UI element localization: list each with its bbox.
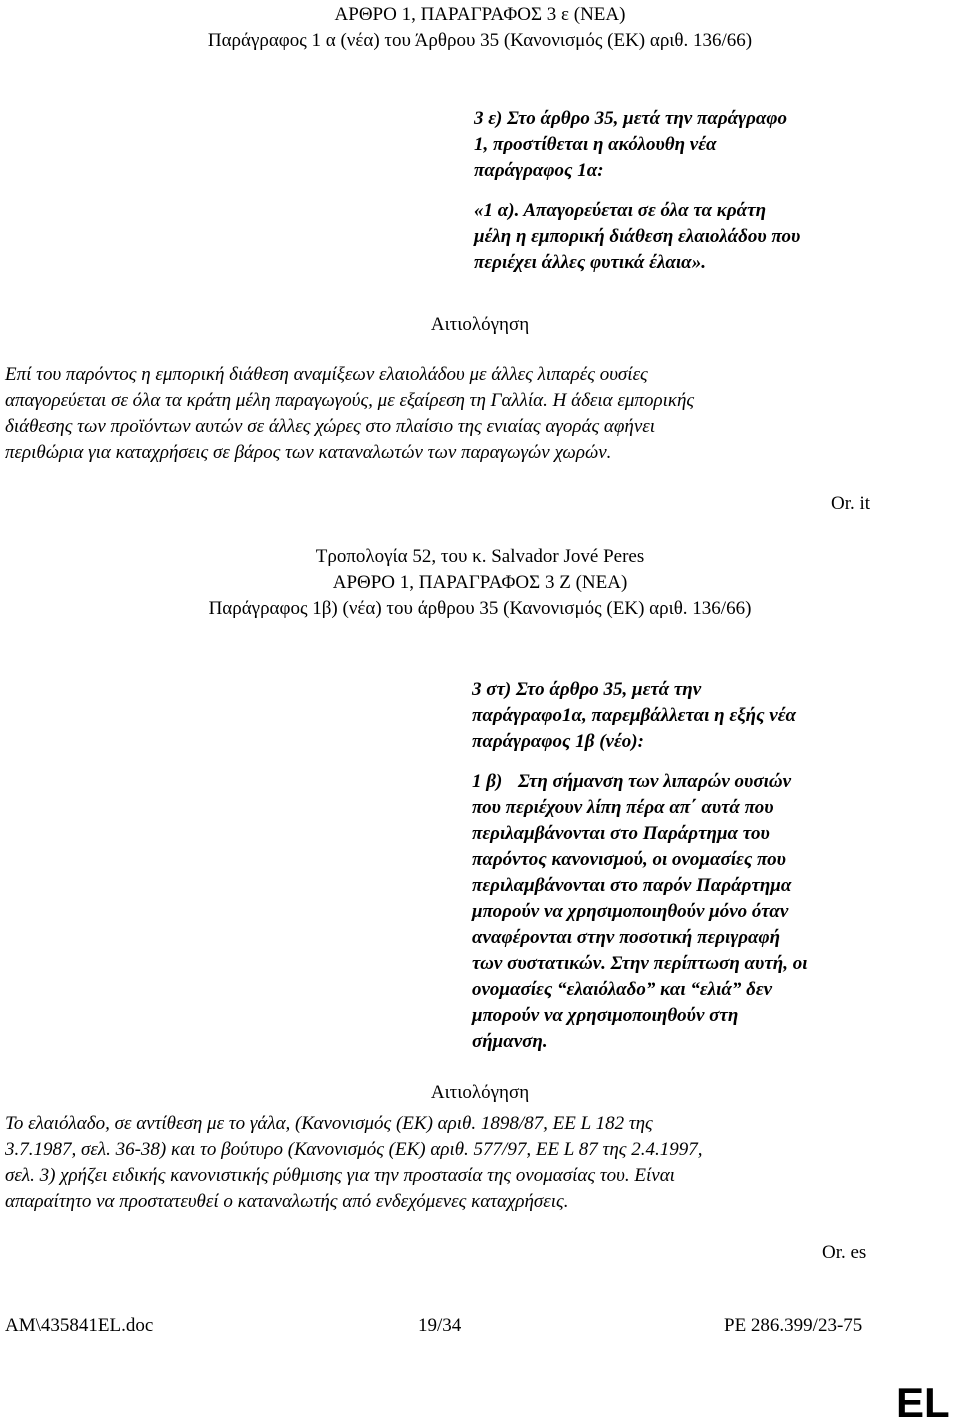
amendment-intro-line: παράγραφο1α, παρεμβάλλεται η εξής νέα	[472, 705, 797, 726]
footer-document-reference: AM\435841EL.doc	[5, 1315, 154, 1336]
justification-line: Επί του παρόντος η εμπορική διάθεση αναμίξεων ελαιολάδου με άλλες λιπαρές ουσίες	[5, 364, 648, 385]
amendment-paragraph-line: περιλαμβάνονται στο παρόν Παράρτημα	[472, 875, 792, 896]
amendment-header-1	[0, 2, 960, 54]
justification-line: περιθώρια για καταχρήσεις σε βάρος των καταναλωτών των παραγωγών χωρών.	[5, 442, 612, 463]
paragraph-number: 1 β)	[472, 771, 503, 792]
amendment-paragraph-line: περιλαμβάνονται στο Παράρτημα του	[472, 823, 770, 844]
justification-line: 3.7.1987, σελ. 36-38) και το βούτυρο (Κανονισμός (ΕΚ) αριθ. 577/97, ΕΕ L 87 της 2.4.1997,	[5, 1139, 703, 1160]
language-code: EL	[896, 1379, 950, 1426]
amendment-paragraph-line: μπορούν να χρησιμοποιηθούν μόνο όταν	[472, 901, 789, 922]
amendment-intro-line: 1, προστίθεται η ακόλουθη νέα	[474, 134, 717, 155]
amendment-intro-line: παράγραφος 1α:	[474, 160, 604, 181]
justification-text-2	[5, 1111, 905, 1215]
original-language-1: Or. it	[831, 493, 871, 514]
amendment-paragraph-line: που περιέχουν λίπη πέρα απ΄ αυτά που	[472, 797, 774, 818]
amendment-paragraph-line: μπορούν να χρησιμοποιηθούν στη	[472, 1005, 739, 1026]
amendment-intro-line: 3 στ) Στο άρθρο 35, μετά την	[472, 679, 702, 700]
amendment-quote-line: «1 α). Απαγορεύεται σε όλα τα κράτη	[474, 200, 767, 221]
amendment-text-2	[472, 677, 902, 755]
amendment-paragraph-first-line	[472, 769, 902, 795]
amendment-quote-line: μέλη η εμπορική διάθεση ελαιολάδου που	[474, 226, 801, 247]
justification-line: απαραίτητο να προστατευθεί ο καταναλωτής από ενδεχόμενες καταχρήσεις.	[5, 1191, 569, 1212]
amendment-paragraph-line: ονομασίες “ελαιόλαδο” και “ελιά” δεν	[472, 979, 773, 1000]
amendment-quote-1	[474, 198, 894, 276]
justification-title-2: Αιτιολόγηση	[430, 1082, 530, 1103]
amendment-paragraph-line: αναφέρονται στην ποσοτική περιγραφή	[472, 927, 781, 948]
article-heading: ΑΡΘΡΟ 1, ΠΑΡΑΓΡΑΦΟΣ 3 ε (ΝΕΑ)	[334, 4, 626, 25]
justification-line: απαγορεύεται σε όλα τα κράτη μέλη παραγωγούς, με εξαίρεση τη Γαλλία. Η άδεια εμπορικής	[5, 390, 695, 411]
amendment-quote-line: περιέχει άλλες φυτικά έλαια».	[474, 252, 706, 273]
amendment-text-1	[474, 106, 894, 184]
amendment-header-2	[0, 544, 960, 622]
amendment-paragraph-line: παρόντος κανονισμού, οι ονομασίες που	[472, 849, 786, 870]
amendment-paragraph-2	[472, 769, 902, 1055]
amendment-paragraph-line: των συστατικών. Στην περίπτωση αυτή, οι	[472, 953, 808, 974]
paragraph-heading: Παράγραφος 1β) (νέα) του άρθρου 35 (Κανονισμός (ΕΚ) αριθ. 136/66)	[208, 598, 752, 619]
amendment-intro-line: παράγραφος 1β (νέο):	[472, 731, 644, 752]
amendment-number-heading: Τροπολογία 52, του κ. Salvador Jové Peres	[315, 546, 645, 567]
footer-pe-reference: PE 286.399/23-75	[724, 1315, 863, 1336]
justification-line: Το ελαιόλαδο, σε αντίθεση με το γάλα, (Κανονισμός (ΕΚ) αριθ. 1898/87, ΕΕ L 182 της	[5, 1113, 653, 1134]
justification-line: σελ. 3) χρήζει ειδικής κανονιστικής ρύθμισης για την προστασία της ονομασίας του. Είναι	[5, 1165, 675, 1186]
original-language-2: Or. es	[822, 1242, 867, 1263]
justification-line: διάθεσης των προϊόντων αυτών σε άλλες χώρες στο πλαίσιο της ενιαίας αγοράς αφήνει	[5, 416, 656, 437]
article-heading: ΑΡΘΡΟ 1, ΠΑΡΑΓΡΑΦΟΣ 3 Ζ (ΝΕΑ)	[332, 572, 628, 593]
amendment-paragraph-line: σήμανση.	[472, 1031, 548, 1052]
amendment-intro-line: 3 ε) Στο άρθρο 35, μετά την παράγραφο	[474, 108, 787, 129]
justification-text-1	[5, 362, 905, 466]
paragraph-first-text: Στη σήμανση των λιπαρών ουσιών	[518, 771, 792, 792]
paragraph-heading: Παράγραφος 1 α (νέα) του Άρθρου 35 (Κανονισμός (ΕΚ) αριθ. 136/66)	[207, 30, 753, 51]
justification-title-1: Αιτιολόγηση	[430, 314, 530, 335]
footer-page-number: 19/34	[418, 1315, 462, 1336]
